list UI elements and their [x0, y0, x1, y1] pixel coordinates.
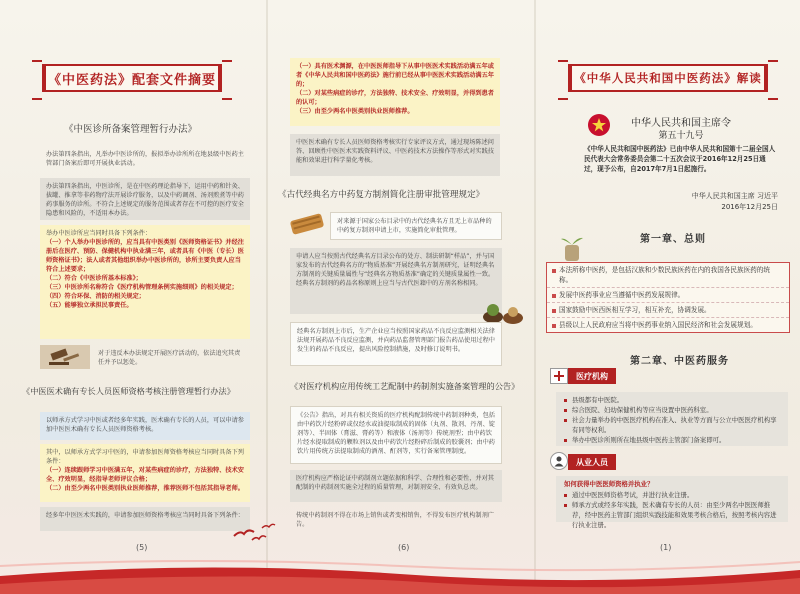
person-icon	[550, 452, 568, 470]
conditions-box	[40, 444, 250, 502]
conditions-box	[40, 225, 250, 339]
order-signer: 中华人民共和国主席 习近平	[691, 192, 778, 200]
condition-item: （三）由至少两名中医类别执业医师推荐。	[296, 108, 414, 115]
page-number: (5)	[136, 543, 148, 552]
gavel-icon	[40, 345, 90, 369]
panel-left	[0, 0, 262, 594]
text-block: 医疗机构应严格论证中药制剂立题依据和科学、合理性和必要性，并对其配制的中药制剂实施全过程的质量管理，对制剂安全、有效负总责。	[290, 470, 502, 502]
condition-item: （一）个人举办中医诊所的，应当具有中医类别《医师资格证书》并经注册后在医疗、预防、保健机构中执业满三年，或者具有《中医（专长）医师资格证书》；法人或者其他组织举办中医诊所的，诊所主要负责人应当符合上述要求；	[46, 239, 244, 273]
text-block: 经多年中医医术实践的，申请参加医师资格考核应当同时具备下列条件：	[40, 507, 250, 531]
condition-item: （二）符合《中医诊所基本标准》；	[46, 275, 142, 282]
condition-item: （一）具有医术渊源，在中医医师指导下从事中医医术实践活动满五年或者《中华人民共和国中医药法》施行前已经从事中医医术实践活动满五年的；	[296, 63, 494, 88]
section-tag: 医疗机构	[568, 368, 616, 384]
condition-item: （一）连续跟师学习中医满五年，对某些病症的诊疗，方法独特、技术安全、疗效明显，经指导老师评议合格；	[46, 467, 244, 483]
condition-item: （三）中医诊所名称符合《医疗机构管理条例实施细则》的相关规定；	[46, 284, 238, 291]
national-emblem-icon	[588, 114, 610, 136]
fold-line	[534, 0, 536, 594]
chapter-heading: 第一章、总则	[640, 234, 706, 245]
text-block: 以师承方式学习中医或者经多年实践，医术确有专长的人员，可以申请参加中医医术确有专长人员医师资格考核。	[40, 412, 250, 440]
conditions-box	[290, 58, 500, 126]
bamboo-scroll-icon	[288, 208, 326, 238]
staff-question: 如何获得中医医师资格并执业？	[564, 480, 654, 488]
bottom-wave-decoration	[0, 554, 800, 594]
list-item: 社会力量举办的中医医疗机构在准入、执业等方面与公立中医医疗机构享有同等权利。	[564, 415, 780, 435]
conditions-lead: 其中，以师承方式学习中医的，申请参加医师资格考核应当同时具备下列条件：	[46, 449, 244, 465]
hospital-icon	[550, 368, 568, 384]
panel-title: 《中医药法》配套文件摘要	[42, 64, 222, 92]
list-item: 县级以上人民政府应当将中医药事业纳入国民经济和社会发展规划。	[547, 318, 789, 332]
text-block: 经典名方制剂上市后，生产企业应当按照国家药品不良反应监测相关法律法规开展药品不良反应监测，并向药品监督管理部门报告药品使用过程中发生的药品不良反应，提出风险控制措施，及时修订说明书。	[290, 322, 502, 366]
list-item: 发展中医药事业应当遵循中医药发展规律。	[547, 288, 789, 303]
text-block: 办法第四条指出，中医诊所，是在中医药理论指导下，运用中药和针灸、拔罐、推拿等非药物疗法开展诊疗服务，以及中药调剂、汤剂煎煮等中药药事服务的诊所。不符合上述规定的服务范围或者存在不可控的医疗安全隐患和风险的，不适用本办法。	[40, 178, 250, 220]
panel-title: 《中华人民共和国中医药法》解读	[568, 64, 768, 92]
text-block: 《公告》指出，对具有相关资质的医疗机构配制传统中药制剂种类，包括由中药饮片经粉碎或仅经水或油提取制成的固体（丸剂、散剂、丹剂、锭剂等）、半固体（膏滋、膏药等）和液体（汤剂等）传统剂型；由中药饮片经水提取制成的颗粒剂以及由中药饮片经粉碎后制成的胶囊剂；由中药饮片用传统方法提取制成的酒剂、酊剂等，实行备案管理制度。	[290, 406, 502, 464]
section-title: 《对医疗机构应用传统工艺配制中药制剂实施备案管理的公告》	[290, 381, 520, 391]
birds-decoration-icon	[232, 520, 276, 544]
section-title: 《中医医术确有专长人员医师资格考核注册管理暂行办法》	[22, 386, 235, 396]
condition-item: （四）符合环保、消防的相关规定；	[46, 293, 145, 300]
condition-item: （二）由至少两名中医类别执业医师推荐，推荐医师不包括其指导老师。	[46, 485, 244, 492]
text-block: 传统中药制剂不得在市场上销售或者变相销售，不得发布医疗机构制剂广告。	[296, 512, 494, 528]
chapter-heading: 第二章、中医药服务	[630, 356, 729, 367]
order-title: 中华人民共和国主席令	[631, 118, 731, 129]
text-block: 办法第四条指出，凡举办中医诊所的，报拟举办诊所所在地县级中医药主管部门备案后即可开展执业活动。	[46, 151, 244, 167]
staff-list	[556, 476, 788, 529]
section-title: 《古代经典名方中药复方制剂简化注册审批管理规定》	[278, 190, 485, 200]
list-item: 举办中医诊所则所在地县级中医药主管部门备案即可。	[564, 435, 780, 445]
list-item: 通过中医医师资格考试，并进行执业注册。	[564, 490, 780, 500]
herb-jar-icon	[558, 234, 586, 264]
page-number: (6)	[398, 543, 410, 552]
conditions-lead: 举办中医诊所应当同时具备下列条件：	[46, 230, 152, 237]
text-block: 申请人应当按照古代经典名方目录公布的处方、制法研制“样品”，并与国家发布的古代经典名方的“物质基准”开展经典名方制剂研究，证明经典名方制剂的关键质量属性与“经典名方物质基准”确定的关键质量属性一致。经典名方制剂的药品名称原则上应当与古代医籍中的方剂名称相同。	[290, 248, 502, 314]
text-block: 对于违反本办法规定开展医疗活动的，依法追究其责任并予以惩处。	[98, 350, 241, 366]
order-text: 《中华人民共和国中医药法》已由中华人民共和国第十二届全国人民代表大会常务委员会第二十五次会议于2016年12月25日通过，现予公布，自2017年7月1日起施行。	[584, 145, 776, 173]
list-item: 综合医院、妇幼保健机构等应当设置中医药科室。	[564, 405, 780, 415]
general-provisions-list	[546, 262, 790, 333]
order-date: 2016年12月25日	[721, 203, 778, 211]
list-item: 国家鼓励中医西医相互学习，相互补充，协调发展。	[547, 303, 789, 318]
panel-middle	[270, 0, 532, 594]
page-number: (1)	[660, 543, 672, 552]
list-item: 本法所称中医药，是包括汉族和少数民族医药在内的我国各民族医药的统称。	[547, 263, 789, 288]
section-tag: 从业人员	[568, 454, 616, 470]
order-number: 第五十九号	[658, 131, 704, 141]
section-title: 《中医诊所备案管理暂行办法》	[64, 124, 198, 135]
list-item: 师承方式或经多年实践，医术确有专长的人员：由至少两名中医医师推荐，经中医药主管部门组织实践技能和效果考核合格后，按照考核内容进行执业注册。	[564, 500, 780, 530]
list-item: 县级都有中医院。	[564, 395, 780, 405]
text-block: 中医医术确有专长人员医师资格考核实行专家评议方式，通过现场陈述问答、回顾性中医医术实践资料评议、中医药技术方法操作等形式对实践技能和效果进行科学量化考核。	[290, 134, 500, 176]
fold-line	[266, 0, 268, 594]
condition-item: （五）能够独立承担民事责任。	[46, 302, 133, 309]
institution-list	[556, 392, 788, 446]
panel-right	[538, 0, 800, 594]
text-block: 对来源于国家公布目录中的古代经典名方且无上市品种的中药复方制剂申请上市，实施简化审批管理。	[330, 212, 502, 240]
condition-item: （二）对某些病症的诊疗，方法独特、技术安全、疗效明显，并得到患者的认可；	[296, 90, 494, 106]
